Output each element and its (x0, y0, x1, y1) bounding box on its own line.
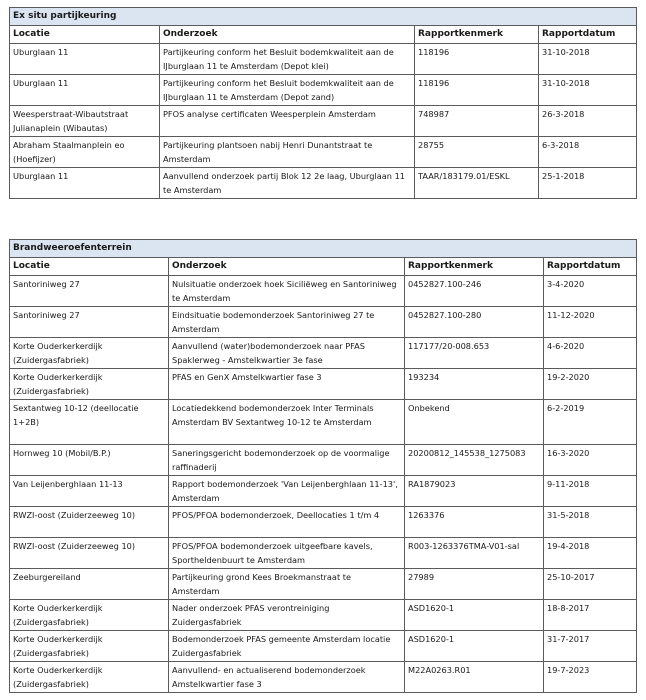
cell-locatie: Santoriniweg 27 (10, 276, 169, 307)
cell-rapportdatum: 6-3-2018 (539, 137, 637, 168)
cell-rapportkenmerk: 1263376 (405, 507, 544, 538)
column-header-onderzoek: Onderzoek (160, 26, 415, 44)
cell-rapportkenmerk: ASD1620-1 (405, 600, 544, 631)
cell-onderzoek: Saneringsgericht bodemonderzoek op de voormalige raffinaderij (169, 445, 405, 476)
cell-locatie: Korte Ouderkerkerdijk (Zuidergasfabriek) (10, 662, 169, 693)
cell-locatie: Hornweg 10 (Mobil/B.P.) (10, 445, 169, 476)
table-row (10, 106, 637, 137)
cell-rapportdatum: 9-11-2018 (544, 476, 637, 507)
table-row (10, 662, 637, 693)
table-row (10, 168, 637, 199)
cell-rapportdatum: 3-4-2020 (544, 276, 637, 307)
table-row (10, 400, 637, 445)
cell-onderzoek: Partijkeuring grond Kees Broekmanstraat te Amsterdam (169, 569, 405, 600)
cell-locatie: Korte Ouderkerkerdijk (Zuidergasfabriek) (10, 369, 169, 400)
section-title: Ex situ partijkeuring (10, 8, 637, 26)
table-row (10, 137, 637, 168)
table-brandweeroefenterrein (9, 239, 637, 693)
column-header-rapportkenmerk: Rapportkenmerk (415, 26, 539, 44)
cell-rapportkenmerk: 193234 (405, 369, 544, 400)
cell-rapportkenmerk: 20200812_145538_1275083 (405, 445, 544, 476)
cell-rapportkenmerk: RA1879023 (405, 476, 544, 507)
cell-locatie: Korte Ouderkerkerdijk (Zuidergasfabriek) (10, 600, 169, 631)
cell-locatie: RWZI-oost (Zuiderzeeweg 10) (10, 538, 169, 569)
table-row (10, 338, 637, 369)
cell-rapportdatum: 19-4-2018 (544, 538, 637, 569)
section-title: Brandweeroefenterrein (10, 240, 637, 258)
cell-onderzoek: Bodemonderzoek PFAS gemeente Amsterdam locatie Zuidergasfabriek (169, 631, 405, 662)
cell-rapportkenmerk: 27989 (405, 569, 544, 600)
cell-onderzoek: Nulsituatie onderzoek hoek Siciliëweg en Santoriniweg te Amsterdam (169, 276, 405, 307)
cell-rapportdatum: 11-12-2020 (544, 307, 637, 338)
cell-rapportdatum: 31-10-2018 (539, 44, 637, 75)
cell-rapportdatum: 18-8-2017 (544, 600, 637, 631)
cell-onderzoek: Aanvullend- en actualiserend bodemonderzoek Amstelkwartier fase 3 (169, 662, 405, 693)
cell-rapportkenmerk: TAAR/183179.01/ESKL (415, 168, 539, 199)
cell-rapportkenmerk: R003-1263376TMA-V01-sal (405, 538, 544, 569)
column-header-rapportkenmerk: Rapportkenmerk (405, 258, 544, 276)
cell-rapportdatum: 26-3-2018 (539, 106, 637, 137)
table-row (10, 569, 637, 600)
column-header-rapportdatum: Rapportdatum (539, 26, 637, 44)
table-header (10, 26, 637, 44)
cell-onderzoek: PFOS/PFOA bodemonderzoek uitgeefbare kavels, Sportheldenbuurt te Amsterdam (169, 538, 405, 569)
cell-onderzoek: Partijkeuring plantsoen nabij Henri Dunantstraat te Amsterdam (160, 137, 415, 168)
cell-rapportdatum: 19-7-2023 (544, 662, 637, 693)
cell-rapportdatum: 16-3-2020 (544, 445, 637, 476)
column-header-locatie: Locatie (10, 26, 160, 44)
cell-rapportdatum: 31-5-2018 (544, 507, 637, 538)
table-row (10, 445, 637, 476)
cell-rapportkenmerk: 0452827.100-280 (405, 307, 544, 338)
cell-rapportkenmerk: 28755 (415, 137, 539, 168)
cell-rapportdatum: 31-7-2017 (544, 631, 637, 662)
cell-rapportdatum: 6-2-2019 (544, 400, 637, 445)
table-row (10, 476, 637, 507)
cell-onderzoek: Partijkeuring conform het Besluit bodemkwaliteit aan de IJburglaan 11 te Amsterdam (Depot klei) (160, 44, 415, 75)
cell-rapportkenmerk: Onbekend (405, 400, 544, 445)
cell-locatie: Abraham Staalmanplein eo (Hoefijzer) (10, 137, 160, 168)
cell-rapportkenmerk: M22A0263.R01 (405, 662, 544, 693)
cell-onderzoek: PFOS analyse certificaten Weesperplein Amsterdam (160, 106, 415, 137)
cell-locatie: Sextantweg 10-12 (deellocatie 1+2B) (10, 400, 169, 445)
table-row (10, 600, 637, 631)
table-row (10, 538, 637, 569)
cell-rapportkenmerk: 118196 (415, 75, 539, 106)
cell-rapportdatum: 25-10-2017 (544, 569, 637, 600)
cell-onderzoek: Nader onderzoek PFAS verontreiniging Zuidergasfabriek (169, 600, 405, 631)
column-header-rapportdatum: Rapportdatum (544, 258, 637, 276)
cell-rapportkenmerk: 118196 (415, 44, 539, 75)
table-header (10, 258, 637, 276)
cell-rapportdatum: 4-6-2020 (544, 338, 637, 369)
table-row (10, 75, 637, 106)
table-row (10, 507, 637, 538)
table-ex-situ-partijkeuring (9, 7, 637, 199)
cell-locatie: RWZI-oost (Zuiderzeeweg 10) (10, 507, 169, 538)
cell-locatie: Santoriniweg 27 (10, 307, 169, 338)
cell-locatie: Uburglaan 11 (10, 44, 160, 75)
cell-locatie: Korte Ouderkerkerdijk (Zuidergasfabriek) (10, 338, 169, 369)
cell-onderzoek: Aanvullend (water)bodemonderzoek naar PFAS Spaklerweg - Amstelkwartier 3e fase (169, 338, 405, 369)
cell-onderzoek: PFAS en GenX Amstelkwartier fase 3 (169, 369, 405, 400)
cell-locatie: Korte Ouderkerkerdijk (Zuidergasfabriek) (10, 631, 169, 662)
cell-locatie: Zeeburgereiland (10, 569, 169, 600)
cell-onderzoek: Aanvullend onderzoek partij Blok 12 2e laag, Uburglaan 11 te Amsterdam (160, 168, 415, 199)
cell-rapportdatum: 25-1-2018 (539, 168, 637, 199)
cell-locatie: Weesperstraat-Wibautstraat Julianaplein (Wibautas) (10, 106, 160, 137)
column-header-onderzoek: Onderzoek (169, 258, 405, 276)
cell-onderzoek: PFOS/PFOA bodemonderzoek, Deellocaties 1 t/m 4 (169, 507, 405, 538)
table-row (10, 276, 637, 307)
cell-rapportkenmerk: 117177/20-008.653 (405, 338, 544, 369)
column-header-locatie: Locatie (10, 258, 169, 276)
cell-rapportkenmerk: 0452827.100-246 (405, 276, 544, 307)
cell-rapportkenmerk: 748987 (415, 106, 539, 137)
table-row (10, 44, 637, 75)
cell-rapportkenmerk: ASD1620-1 (405, 631, 544, 662)
cell-locatie: Uburglaan 11 (10, 75, 160, 106)
cell-rapportdatum: 19-2-2020 (544, 369, 637, 400)
cell-rapportdatum: 31-10-2018 (539, 75, 637, 106)
table-row (10, 369, 637, 400)
cell-onderzoek: Rapport bodemonderzoek 'Van Leijenberghlaan 11-13', Amsterdam (169, 476, 405, 507)
cell-onderzoek: Partijkeuring conform het Besluit bodemkwaliteit aan de IJburglaan 11 te Amsterdam (Depot zand) (160, 75, 415, 106)
cell-locatie: Uburglaan 11 (10, 168, 160, 199)
table-row (10, 631, 637, 662)
cell-onderzoek: Eindsituatie bodemonderzoek Santoriniweg 27 te Amsterdam (169, 307, 405, 338)
cell-onderzoek: Locatiedekkend bodemonderzoek Inter Terminals Amsterdam BV Sextantweg 10-12 te Amsterdam (169, 400, 405, 445)
cell-locatie: Van Leijenberghlaan 11-13 (10, 476, 169, 507)
table-row (10, 307, 637, 338)
